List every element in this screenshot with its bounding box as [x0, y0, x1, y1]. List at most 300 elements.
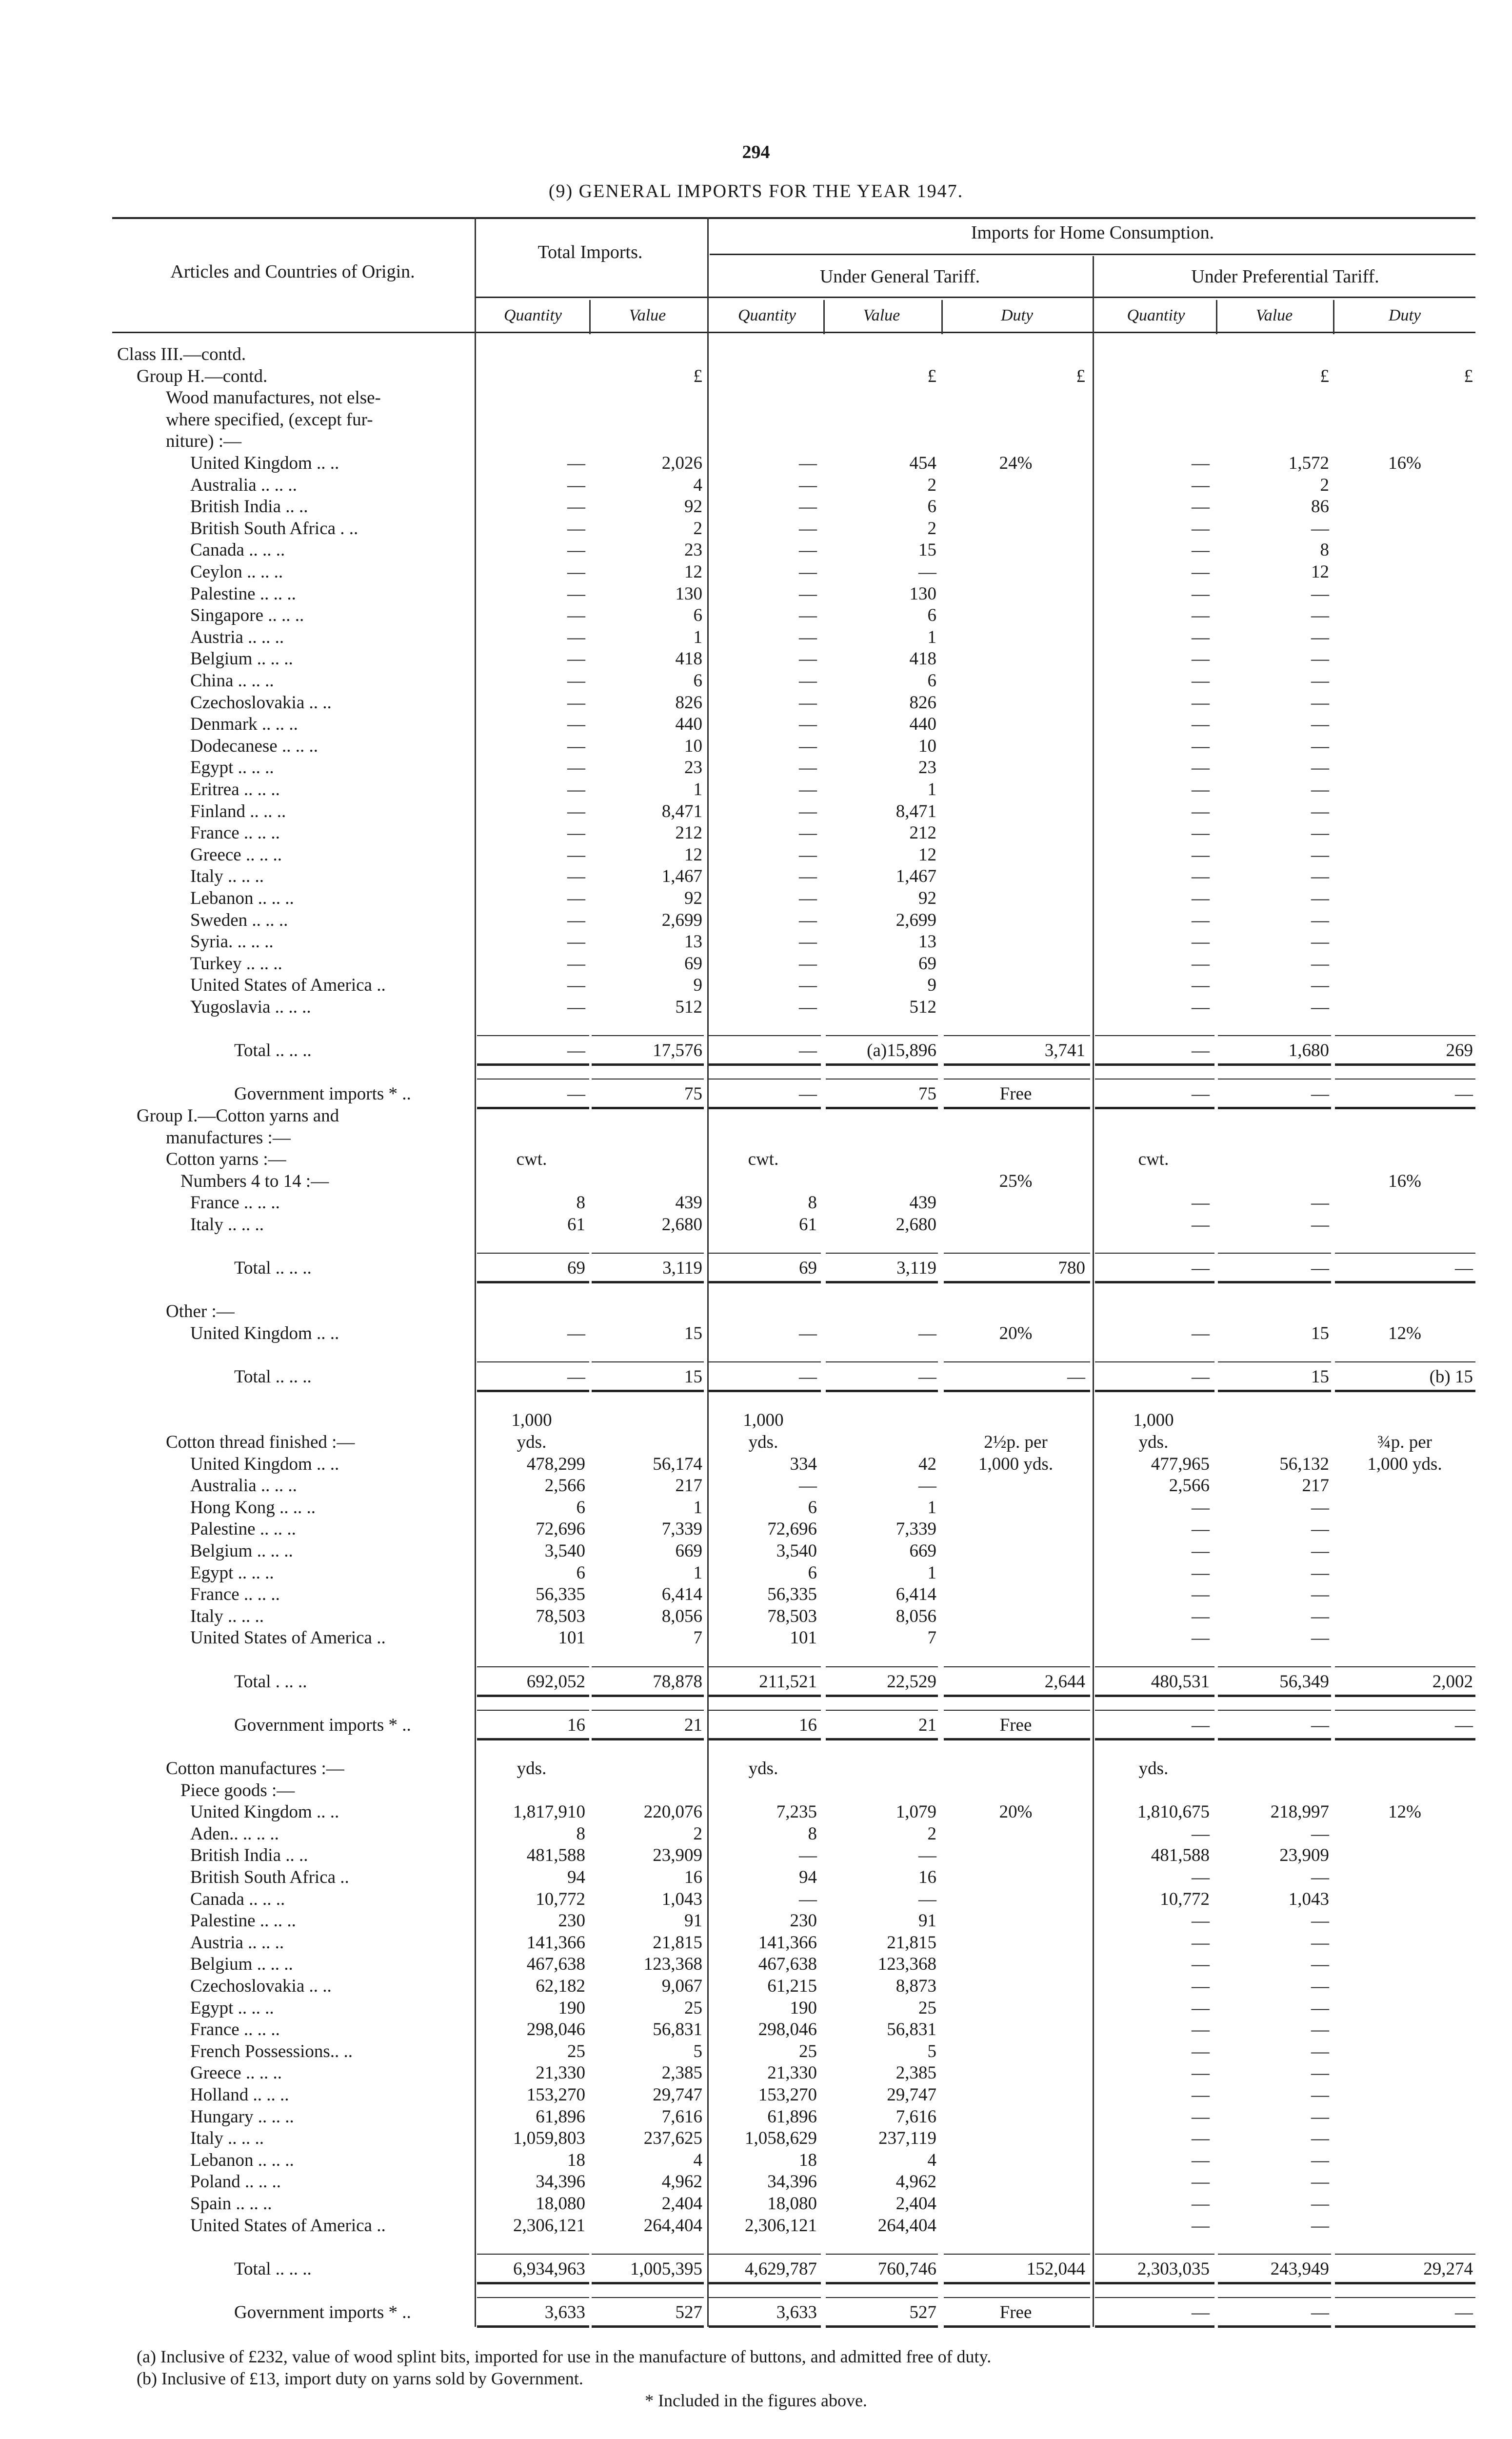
table-cell: —: [1192, 888, 1210, 908]
table-cell: 18,080: [536, 2194, 585, 2214]
table-cell: —: [799, 692, 817, 713]
row-label: Government imports * ..: [234, 1084, 411, 1104]
table-cell: —: [1192, 953, 1210, 974]
table-cell: —: [799, 475, 817, 495]
table-cell: 3,633: [544, 2302, 585, 2322]
total-rule: [709, 1079, 821, 1080]
row-label: French Possessions.. ..: [190, 2041, 353, 2061]
table-cell: —: [1192, 497, 1210, 517]
table-cell: —: [1311, 975, 1329, 996]
total-rule: [944, 1253, 1090, 1254]
table-cell: —: [1311, 714, 1329, 735]
table-cell: —: [799, 953, 817, 974]
table-cell: —: [567, 758, 585, 778]
total-rule: [826, 1063, 938, 1066]
table-cell: —: [1311, 627, 1329, 647]
table-cell: 512: [909, 997, 936, 1017]
table-cell: 7,339: [895, 1519, 936, 1539]
row-label: France .. .. ..: [190, 823, 280, 843]
table-cell: —: [1192, 2150, 1210, 2170]
table-cell: —: [799, 866, 817, 887]
table-cell: 1,572: [1288, 453, 1329, 473]
table-cell: —: [1311, 932, 1329, 952]
column-rule: [1333, 300, 1334, 334]
total-rule: [709, 1695, 821, 1697]
row-label: United Kingdom .. ..: [190, 1454, 339, 1474]
total-rule: [592, 2325, 704, 2328]
total-rule: [1335, 1666, 1475, 1667]
table-cell: 10: [918, 736, 936, 756]
table-cell: 9: [693, 975, 702, 996]
table-cell: 218,997: [1270, 1802, 1329, 1822]
table-cell: 264,404: [877, 2215, 936, 2236]
table-cell: —: [1192, 1715, 1210, 1735]
row-label: manufactures :—: [166, 1127, 291, 1148]
table-cell: —: [567, 866, 585, 887]
table-cell: —: [1192, 583, 1210, 604]
total-rule: [477, 2282, 589, 2284]
table-cell: 2,566: [544, 1476, 585, 1496]
table-cell: 1,817,910: [513, 1802, 585, 1822]
table-cell: —: [799, 1845, 817, 1866]
row-label: Egypt .. .. ..: [190, 1998, 274, 2018]
table-cell: 1,059,803: [513, 2128, 585, 2149]
table-cell: 153,270: [758, 2085, 817, 2105]
total-rule: [709, 1253, 821, 1254]
table-cell: —: [799, 1889, 817, 1909]
table-cell: —: [1192, 562, 1210, 582]
total-rule: [944, 1738, 1090, 1740]
table-cell: —: [1192, 518, 1210, 539]
row-label: Group H.—contd.: [137, 366, 268, 386]
row-label: Total .. .. ..: [234, 1367, 312, 1387]
table-cell: —: [1311, 953, 1329, 974]
total-rule: [1218, 1390, 1331, 1392]
total-rule: [477, 1738, 589, 1740]
total-rule: [944, 1079, 1090, 1080]
table-cell: —: [1455, 2302, 1473, 2322]
total-rule: [477, 1281, 589, 1283]
table-cell: —: [567, 997, 585, 1017]
total-rule: [1095, 1390, 1214, 1392]
table-cell: 15: [684, 1323, 702, 1343]
row-label: Cotton yarns :—: [166, 1149, 286, 1170]
table-cell: 2,404: [661, 2194, 702, 2214]
table-cell: 92: [684, 497, 702, 517]
table-cell: yds.: [517, 1432, 547, 1452]
total-rule: [944, 2254, 1090, 2255]
column-rule: [823, 300, 825, 334]
table-cell: 130: [909, 583, 936, 604]
row-label: Cotton thread finished :—: [166, 1432, 355, 1452]
table-cell: —: [1192, 2215, 1210, 2236]
page-title: (9) GENERAL IMPORTS FOR THE YEAR 1947.: [548, 181, 964, 201]
table-cell: —: [567, 1084, 585, 1104]
table-cell: —: [799, 714, 817, 735]
total-rule: [592, 1107, 704, 1109]
row-label: United States of America ..: [190, 2215, 386, 2236]
table-cell: 92: [918, 888, 936, 908]
table-cell: —: [1311, 2085, 1329, 2105]
total-rule: [1218, 1063, 1331, 1066]
table-cell: —: [1311, 910, 1329, 930]
table-cell: 669: [675, 1541, 702, 1561]
table-cell: 7,616: [895, 2106, 936, 2127]
table-cell: 269: [1446, 1040, 1473, 1061]
table-cell: 6: [927, 605, 936, 626]
row-label: Total .. .. ..: [234, 1258, 312, 1279]
row-label: Italy .. .. ..: [190, 1215, 264, 1235]
table-cell: —: [1311, 1084, 1329, 1104]
row-label: Australia .. .. ..: [190, 1476, 297, 1496]
total-rule: [1095, 1253, 1214, 1254]
table-cell: —: [1192, 1497, 1210, 1518]
table-cell: 15: [1311, 1367, 1329, 1387]
table-cell: —: [1311, 1976, 1329, 1996]
total-rule: [826, 1390, 938, 1392]
row-label: British India .. ..: [190, 497, 308, 517]
total-rule: [709, 2282, 821, 2284]
table-cell: —: [1455, 1084, 1473, 1104]
table-cell: 16: [799, 1715, 817, 1735]
total-rule: [1095, 2297, 1214, 2298]
table-cell: —: [799, 562, 817, 582]
table-cell: £: [693, 366, 702, 386]
row-label: Lebanon .. .. ..: [190, 2150, 294, 2170]
table-cell: —: [1067, 1367, 1085, 1387]
table-cell: —: [1311, 1998, 1329, 2018]
total-rule: [944, 1390, 1090, 1392]
table-cell: 1,000 yds.: [978, 1454, 1054, 1474]
table-cell: —: [799, 627, 817, 647]
total-rule: [826, 2297, 938, 2298]
row-label: Finland .. .. ..: [190, 801, 286, 821]
total-rule: [709, 1666, 821, 1667]
table-cell: 243,949: [1270, 2259, 1329, 2279]
header-total-value: Value: [629, 306, 666, 324]
table-cell: —: [1192, 780, 1210, 800]
column-rule: [941, 300, 943, 334]
table-cell: —: [799, 453, 817, 473]
total-rule: [477, 2297, 589, 2298]
table-cell: 1: [927, 627, 936, 647]
table-cell: 230: [558, 1911, 585, 1931]
table-cell: 7,616: [661, 2106, 702, 2127]
total-rule: [592, 2254, 704, 2255]
table-cell: 440: [909, 714, 936, 735]
table-cell: —: [799, 910, 817, 930]
table-cell: 1,058,629: [745, 2128, 817, 2149]
row-label: Egypt .. .. ..: [190, 758, 274, 778]
header-total-quantity: Quantity: [504, 306, 562, 324]
row-label: Greece .. .. ..: [190, 844, 282, 865]
total-rule: [592, 1063, 704, 1066]
table-cell: —: [567, 953, 585, 974]
table-cell: Free: [999, 2302, 1032, 2322]
table-cell: —: [1192, 910, 1210, 930]
total-rule: [944, 1107, 1090, 1109]
table-cell: 527: [909, 2302, 936, 2322]
table-cell: —: [1311, 649, 1329, 669]
table-cell: —: [1192, 975, 1210, 996]
row-label: Sweden .. .. ..: [190, 910, 288, 930]
table-cell: 6: [808, 1562, 817, 1583]
table-cell: 1,680: [1288, 1040, 1329, 1061]
row-label: Greece .. .. ..: [190, 2063, 282, 2083]
total-rule: [1095, 1281, 1214, 1283]
total-rule: [826, 1710, 938, 1711]
table-cell: 20%: [999, 1802, 1033, 1822]
table-cell: —: [1192, 844, 1210, 865]
table-cell: 18: [567, 2150, 585, 2170]
total-rule: [1218, 1361, 1331, 1362]
table-cell: 3,119: [896, 1258, 936, 1279]
total-rule: [709, 1710, 821, 1711]
table-cell: 454: [909, 453, 936, 473]
table-cell: 2,002: [1432, 1671, 1473, 1692]
table-cell: 418: [909, 649, 936, 669]
total-rule: [592, 1079, 704, 1080]
table-cell: —: [1192, 1911, 1210, 1931]
table-cell: 1,043: [1288, 1889, 1329, 1909]
total-rule: [592, 1390, 704, 1392]
row-label: Eritrea .. .. ..: [190, 780, 280, 800]
header-general-value: Value: [863, 306, 900, 324]
row-label: Turkey .. .. ..: [190, 953, 282, 974]
table-cell: 21,330: [536, 2063, 585, 2083]
total-rule: [709, 1107, 821, 1109]
table-cell: 130: [675, 583, 702, 604]
table-cell: 21,330: [767, 2063, 817, 2083]
row-label: where specified, (except fur-: [166, 409, 373, 430]
table-cell: 91: [684, 1911, 702, 1931]
table-cell: —: [1311, 583, 1329, 604]
table-cell: 61,896: [767, 2106, 817, 2127]
row-label: Singapore .. .. ..: [190, 605, 304, 626]
table-cell: —: [1192, 1998, 1210, 2018]
table-cell: 217: [675, 1476, 702, 1496]
row-label: Czechoslovakia .. ..: [190, 1976, 332, 1996]
table-cell: yds.: [748, 1432, 778, 1452]
table-cell: 692,052: [526, 1671, 585, 1692]
table-cell: 2,404: [895, 2194, 936, 2214]
table-cell: —: [1311, 2019, 1329, 2040]
table-cell: —: [799, 518, 817, 539]
table-cell: —: [799, 1040, 817, 1061]
total-rule: [944, 1281, 1090, 1283]
table-cell: 141,366: [758, 1932, 817, 1953]
table-cell: —: [1311, 1541, 1329, 1561]
table-cell: —: [918, 562, 936, 582]
total-rule: [592, 1695, 704, 1697]
table-cell: 21: [684, 1715, 702, 1735]
table-cell: —: [799, 540, 817, 560]
total-rule: [1218, 1035, 1331, 1036]
table-cell: 29,747: [653, 2085, 702, 2105]
table-cell: 2: [927, 475, 936, 495]
table-cell: 467,638: [758, 1954, 817, 1975]
total-rule: [826, 1738, 938, 1740]
table-cell: —: [567, 910, 585, 930]
table-cell: 2,306,121: [513, 2215, 585, 2236]
total-rule: [1335, 1281, 1475, 1283]
table-cell: —: [799, 823, 817, 843]
total-rule: [1095, 1361, 1214, 1362]
table-cell: —: [1311, 2302, 1329, 2322]
table-cell: —: [1192, 736, 1210, 756]
total-rule: [592, 1710, 704, 1711]
table-cell: —: [1192, 2106, 1210, 2127]
row-label: Belgium .. .. ..: [190, 1541, 293, 1561]
table-cell: cwt.: [748, 1149, 779, 1170]
row-label: Czechoslovakia .. ..: [190, 692, 332, 713]
table-cell: 2: [927, 1823, 936, 1844]
footnote-a: (a) Inclusive of £232, value of wood splint bits, imported for use in the manufacture of buttons, and admitted free of duty.: [137, 2347, 992, 2366]
table-cell: —: [1311, 1823, 1329, 1844]
total-rule: [477, 1666, 589, 1667]
table-cell: 3,119: [662, 1258, 702, 1279]
total-rule: [1335, 1107, 1475, 1109]
table-cell: 42: [918, 1454, 936, 1474]
table-cell: 481,588: [526, 1845, 585, 1866]
table-cell: —: [1455, 1715, 1473, 1735]
page-number: 294: [742, 142, 770, 162]
total-rule: [944, 1710, 1090, 1711]
table-cell: —: [1192, 1584, 1210, 1605]
table-cell: (a)15,896: [867, 1040, 936, 1061]
row-label: Hong Kong .. .. ..: [190, 1497, 316, 1518]
row-label: Total .. .. ..: [234, 1040, 312, 1061]
table-cell: 237,625: [643, 2128, 702, 2149]
total-rule: [709, 1361, 821, 1362]
table-cell: 826: [675, 692, 702, 713]
table-cell: 8: [808, 1823, 817, 1844]
table-cell: 2,385: [661, 2063, 702, 2083]
table-cell: 1: [693, 780, 702, 800]
table-cell: 467,638: [526, 1954, 585, 1975]
table-cell: —: [1311, 888, 1329, 908]
table-cell: 123,368: [643, 1954, 702, 1975]
table-cell: —: [1311, 1258, 1329, 1279]
table-cell: —: [799, 888, 817, 908]
table-cell: —: [1311, 2041, 1329, 2061]
table-cell: —: [567, 562, 585, 582]
table-cell: —: [1311, 1867, 1329, 1887]
total-rule: [1095, 1107, 1214, 1109]
table-cell: 29,747: [887, 2085, 936, 2105]
total-rule: [477, 1079, 589, 1080]
table-cell: —: [1192, 2128, 1210, 2149]
row-label: France .. .. ..: [190, 2019, 280, 2040]
column-rule: [589, 300, 591, 334]
table-cell: £: [1076, 366, 1085, 386]
table-cell: 34,396: [767, 2172, 817, 2192]
table-cell: 61,215: [767, 1976, 817, 1996]
table-cell: 1,467: [895, 866, 936, 887]
table-cell: 25: [918, 1998, 936, 2018]
table-cell: —: [1192, 1040, 1210, 1061]
table-cell: 21: [918, 1715, 936, 1735]
table-cell: —: [1192, 671, 1210, 691]
table-cell: 418: [675, 649, 702, 669]
table-cell: —: [1311, 2150, 1329, 2170]
table-cell: 2,699: [895, 910, 936, 930]
table-cell: yds.: [517, 1759, 547, 1779]
table-cell: 1,005,395: [630, 2259, 702, 2279]
table-cell: 4: [927, 2150, 936, 2170]
table-cell: 56,349: [1279, 1671, 1329, 1692]
total-rule: [1095, 1079, 1214, 1080]
table-cell: 10: [684, 736, 702, 756]
row-label: Italy .. .. ..: [190, 1606, 264, 1626]
table-cell: 23: [684, 758, 702, 778]
total-rule: [709, 2254, 821, 2255]
total-rule: [592, 1035, 704, 1036]
table-cell: —: [1311, 758, 1329, 778]
table-cell: yds.: [1138, 1432, 1169, 1452]
table-cell: 480,531: [1151, 1671, 1210, 1692]
row-label: Aden.. .. .. ..: [190, 1823, 279, 1844]
total-rule: [477, 1035, 589, 1036]
row-label: Group I.—Cotton yarns and: [137, 1106, 339, 1126]
table-cell: —: [918, 1323, 936, 1343]
table-cell: 23: [918, 758, 936, 778]
header-preferential-quantity: Quantity: [1127, 306, 1185, 324]
total-rule: [944, 1035, 1090, 1036]
table-cell: 2,566: [1169, 1476, 1210, 1496]
total-rule: [944, 1063, 1090, 1066]
table-cell: 1,000 yds.: [1367, 1454, 1442, 1474]
table-cell: 15: [918, 540, 936, 560]
table-cell: £: [927, 366, 936, 386]
table-cell: —: [1192, 453, 1210, 473]
table-cell: —: [799, 975, 817, 996]
table-cell: 152,044: [1026, 2259, 1085, 2279]
row-label: Total . .. ..: [234, 1671, 307, 1692]
row-label: Canada .. .. ..: [190, 1889, 285, 1909]
row-label: United Kingdom .. ..: [190, 1802, 339, 1822]
table-cell: 1,000: [743, 1410, 784, 1431]
table-cell: 16: [918, 1867, 936, 1887]
table-cell: 3,633: [776, 2302, 817, 2322]
row-label: Egypt .. .. ..: [190, 1562, 274, 1583]
table-cell: 760,746: [877, 2259, 936, 2279]
total-rule: [826, 1281, 938, 1283]
total-rule: [826, 1079, 938, 1080]
total-rule: [1095, 1710, 1214, 1711]
total-rule: [1095, 1738, 1214, 1740]
table-cell: 141,366: [526, 1932, 585, 1953]
table-cell: 56,132: [1279, 1454, 1329, 1474]
table-cell: 101: [558, 1628, 585, 1648]
total-rule: [1218, 1253, 1331, 1254]
table-cell: 34,396: [536, 2172, 585, 2192]
total-rule: [944, 1695, 1090, 1697]
table-cell: 826: [909, 692, 936, 713]
table-cell: 13: [684, 932, 702, 952]
table-cell: 2,385: [895, 2063, 936, 2083]
table-cell: 69: [799, 1258, 817, 1279]
table-cell: 8,056: [661, 1606, 702, 1626]
total-rule: [477, 2254, 589, 2255]
table-cell: —: [1311, 1562, 1329, 1583]
table-cell: 6,414: [895, 1584, 936, 1605]
table-cell: 3,540: [544, 1541, 585, 1561]
column-rule: [1093, 256, 1094, 2327]
total-rule: [1335, 1390, 1475, 1392]
table-cell: 3,741: [1044, 1040, 1085, 1061]
table-cell: —: [1311, 1193, 1329, 1213]
